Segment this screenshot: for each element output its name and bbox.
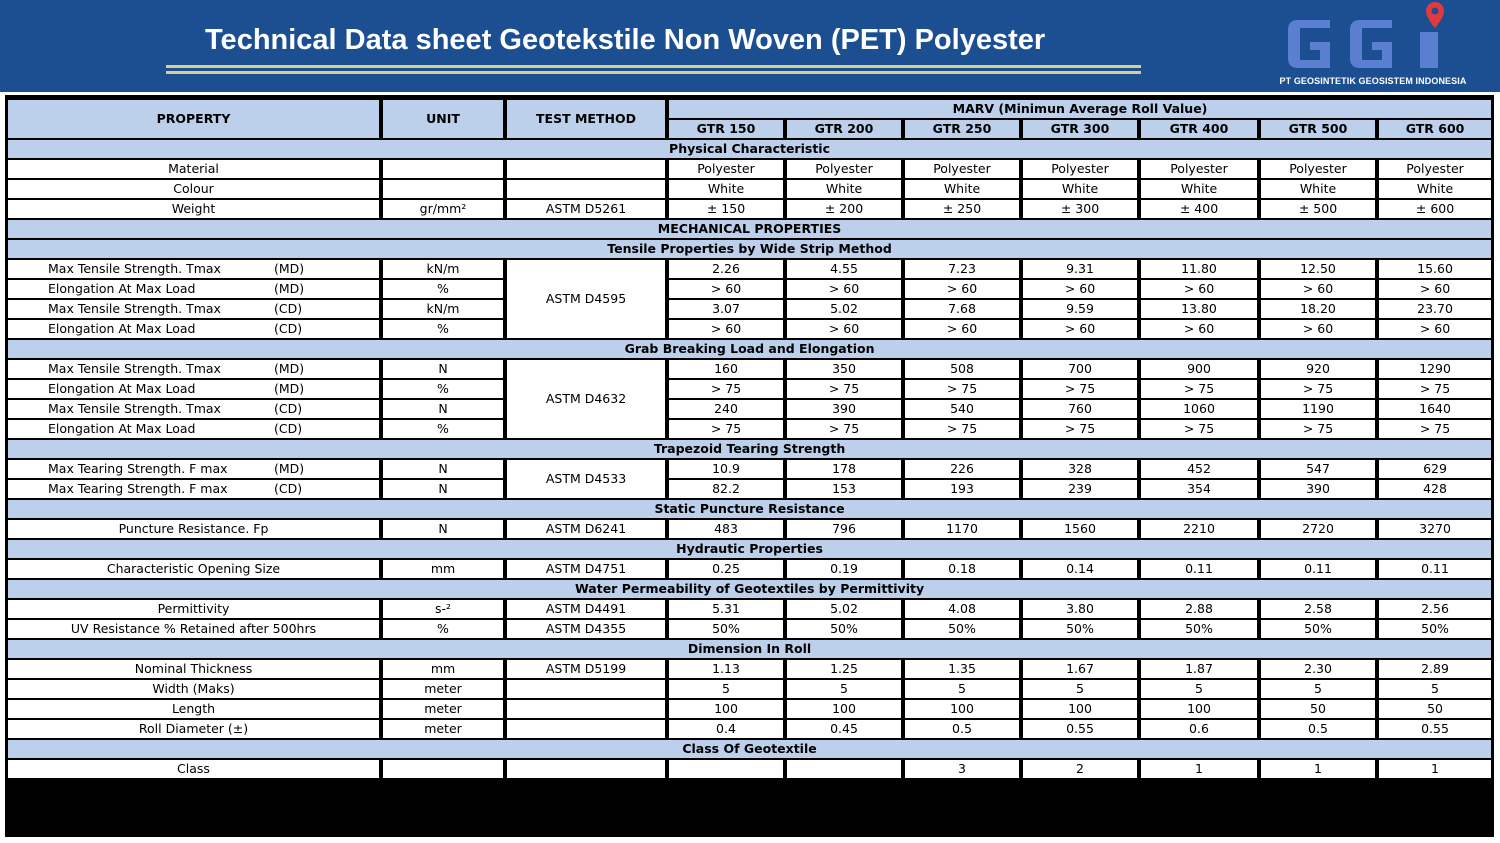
table-row [8,720,1491,738]
grade-header: GTR 400 [1141,120,1261,138]
method-cell: ASTM D4533 [507,460,669,498]
value-cell: 11.80 [1141,260,1261,278]
spec-table [8,98,1491,780]
property-cell: Material [8,160,383,178]
unit-cell: N [383,400,507,418]
property-cell: Max Tensile Strength. Tmax (CD) [8,400,383,418]
property-cell: Max Tensile Strength. Tmax (MD) [8,360,383,378]
unit-cell: N [383,360,507,378]
property-cell: Puncture Resistance. Fp [8,520,383,538]
value-cell: 0.14 [1023,560,1141,578]
property-cell: Elongation At Max Load (CD) [8,420,383,438]
value-cell: 193 [905,480,1023,498]
grade-header: GTR 300 [1023,120,1141,138]
title-underline [166,71,1141,74]
table-row [8,560,1491,578]
value-cell: 23.70 [1379,300,1491,318]
logo-letter-g [1288,20,1330,68]
value-cell: 15.60 [1379,260,1491,278]
property-cell: Max Tensile Strength. Tmax (CD) [8,300,383,318]
value-cell: 2.30 [1261,660,1379,678]
value-cell: 1190 [1261,400,1379,418]
unit-cell: mm [383,560,507,578]
property-cell: Colour [8,180,383,198]
value-cell: 82.2 [669,480,787,498]
grade-header: GTR 150 [669,120,787,138]
method-cell [507,680,669,698]
unit-cell: % [383,620,507,638]
unit-cell: kN/m [383,260,507,278]
grade-header: GTR 600 [1379,120,1491,138]
value-cell: 0.45 [787,720,905,738]
table-row [8,620,1491,638]
value-cell: 18.20 [1261,300,1379,318]
value-cell: 5 [1379,680,1491,698]
value-cell: 2.89 [1379,660,1491,678]
value-cell: > 75 [1141,380,1261,398]
value-cell: > 75 [787,380,905,398]
value-cell: > 60 [1379,320,1491,338]
grade-header: GTR 250 [905,120,1023,138]
table-row [8,700,1491,718]
value-cell: White [787,180,905,198]
value-cell: 5 [669,680,787,698]
value-cell: > 75 [669,420,787,438]
value-cell: > 60 [905,280,1023,298]
property-cell: Width (Maks) [8,680,383,698]
value-cell: 178 [787,460,905,478]
method-cell: ASTM D4751 [507,560,669,578]
table-row [8,320,1491,338]
table-row [8,260,1491,278]
method-cell: ASTM D4355 [507,620,669,638]
value-cell: 239 [1023,480,1141,498]
value-cell: 390 [1261,480,1379,498]
unit-cell: s-² [383,600,507,618]
value-cell: White [1141,180,1261,198]
table-row [8,300,1491,318]
page-title: Technical Data sheet Geotekstile Non Woven (PET) Polyester [205,24,1046,56]
method-cell [507,160,669,178]
method-cell: ASTM D5199 [507,660,669,678]
section-header: Grab Breaking Load and Elongation [8,340,1491,358]
table-header-row [8,100,1491,118]
value-cell: 160 [669,360,787,378]
value-cell: Polyester [1379,160,1491,178]
value-cell: White [1261,180,1379,198]
value-cell: 1.35 [905,660,1023,678]
unit-cell: kN/m [383,300,507,318]
value-cell: White [669,180,787,198]
value-cell: 5 [1023,680,1141,698]
value-cell: 10.9 [669,460,787,478]
value-cell: 3.80 [1023,600,1141,618]
value-cell: 2210 [1141,520,1261,538]
unit-cell: % [383,420,507,438]
value-cell: White [1023,180,1141,198]
value-cell: > 60 [1023,320,1141,338]
unit-cell: meter [383,680,507,698]
method-cell: ASTM D4595 [507,260,669,338]
property-cell: Permittivity [8,600,383,618]
value-cell: 1.67 [1023,660,1141,678]
value-cell: 50 [1379,700,1491,718]
value-cell: 2720 [1261,520,1379,538]
company-logo [1280,2,1475,74]
value-cell: 100 [1023,700,1141,718]
table-row [8,460,1491,478]
value-cell: 240 [669,400,787,418]
value-cell: 226 [905,460,1023,478]
value-cell: 5.02 [787,600,905,618]
value-cell: > 75 [905,380,1023,398]
method-cell: ASTM D5261 [507,200,669,218]
value-cell: 50% [1141,620,1261,638]
value-cell: 428 [1379,480,1491,498]
value-cell: 5.31 [669,600,787,618]
company-name: PT GEOSINTETIK GEOSISTEM INDONESIA [1279,76,1467,86]
value-cell: Polyester [1261,160,1379,178]
property-cell: Characteristic Opening Size [8,560,383,578]
value-cell: > 60 [1141,320,1261,338]
method-cell: ASTM D4491 [507,600,669,618]
value-cell: > 75 [1379,380,1491,398]
table-row [8,520,1491,538]
method-cell [507,180,669,198]
section-header: Water Permeability of Geotextiles by Permittivity [8,580,1491,598]
col-header-test-method: TEST METHOD [507,100,669,138]
value-cell: 0.55 [1379,720,1491,738]
section-header: Hydrautic Properties [8,540,1491,558]
value-cell [669,760,787,778]
value-cell: 7.23 [905,260,1023,278]
value-cell: 50% [1023,620,1141,638]
property-cell: Roll Diameter (±) [8,720,383,738]
value-cell: > 75 [1141,420,1261,438]
value-cell: 2.88 [1141,600,1261,618]
value-cell: > 60 [1261,280,1379,298]
value-cell: 0.6 [1141,720,1261,738]
table-row [8,180,1491,198]
property-cell: Class [8,760,383,778]
section-header: Dimension In Roll [8,640,1491,658]
value-cell: 354 [1141,480,1261,498]
table-row [8,200,1491,218]
value-cell: 0.5 [905,720,1023,738]
value-cell: 50% [669,620,787,638]
table-row [8,420,1491,438]
value-cell: 1060 [1141,400,1261,418]
value-cell: 2 [1023,760,1141,778]
value-cell: > 60 [905,320,1023,338]
section-header: Tensile Properties by Wide Strip Method [8,240,1491,258]
value-cell: > 75 [1023,380,1141,398]
value-cell: > 60 [1023,280,1141,298]
value-cell: 350 [787,360,905,378]
value-cell: 900 [1141,360,1261,378]
value-cell: 0.11 [1141,560,1261,578]
value-cell: > 60 [787,320,905,338]
title-underline [166,65,1141,68]
table-row [8,400,1491,418]
value-cell: 0.55 [1023,720,1141,738]
value-cell: Polyester [1023,160,1141,178]
value-cell: Polyester [787,160,905,178]
value-cell: 2.26 [669,260,787,278]
value-cell: 1170 [905,520,1023,538]
value-cell: 3 [905,760,1023,778]
value-cell: 0.25 [669,560,787,578]
value-cell: 1 [1141,760,1261,778]
value-cell: 1 [1379,760,1491,778]
value-cell: 3270 [1379,520,1491,538]
value-cell: 5 [1141,680,1261,698]
value-cell: 100 [787,700,905,718]
value-cell: Polyester [669,160,787,178]
value-cell: > 75 [787,420,905,438]
value-cell: 5.02 [787,300,905,318]
value-cell: 1560 [1023,520,1141,538]
section-header: Static Puncture Resistance [8,500,1491,518]
property-cell: Elongation At Max Load (CD) [8,320,383,338]
table-row [8,600,1491,618]
property-cell: Weight [8,200,383,218]
value-cell: ± 250 [905,200,1023,218]
property-cell: Elongation At Max Load (MD) [8,280,383,298]
value-cell: 2.58 [1261,600,1379,618]
value-cell: ± 400 [1141,200,1261,218]
value-cell: 540 [905,400,1023,418]
value-cell: 3.07 [669,300,787,318]
value-cell: 50% [1379,620,1491,638]
table-row [8,680,1491,698]
value-cell: 629 [1379,460,1491,478]
property-cell: Length [8,700,383,718]
grade-header: GTR 500 [1261,120,1379,138]
method-cell: ASTM D6241 [507,520,669,538]
value-cell: ± 500 [1261,200,1379,218]
value-cell: 760 [1023,400,1141,418]
value-cell: 328 [1023,460,1141,478]
method-cell [507,760,669,778]
section-header: Trapezoid Tearing Strength [8,440,1491,458]
value-cell: 0.4 [669,720,787,738]
property-cell: Max Tearing Strength. F max (MD) [8,460,383,478]
unit-cell: % [383,280,507,298]
value-cell: 9.59 [1023,300,1141,318]
unit-cell: meter [383,700,507,718]
method-cell [507,700,669,718]
unit-cell [383,160,507,178]
section-header: Physical Characteristic [8,140,1491,158]
col-header-unit: UNIT [383,100,507,138]
value-cell: 0.5 [1261,720,1379,738]
value-cell: 5 [787,680,905,698]
value-cell: 1.87 [1141,660,1261,678]
logo-pin-icon [1426,2,1444,28]
value-cell: 100 [1141,700,1261,718]
value-cell: Polyester [905,160,1023,178]
value-cell: 100 [905,700,1023,718]
value-cell: > 60 [1261,320,1379,338]
marv-header: MARV (Minimun Average Roll Value) [669,100,1491,118]
value-cell: > 60 [1379,280,1491,298]
value-cell: 390 [787,400,905,418]
value-cell: 452 [1141,460,1261,478]
value-cell: 5 [905,680,1023,698]
value-cell: 4.55 [787,260,905,278]
table-row [8,360,1491,378]
value-cell: 0.11 [1261,560,1379,578]
value-cell: ± 200 [787,200,905,218]
value-cell: 483 [669,520,787,538]
value-cell: 700 [1023,360,1141,378]
value-cell: > 75 [669,380,787,398]
table-row [8,660,1491,678]
value-cell: White [905,180,1023,198]
method-cell [507,720,669,738]
unit-cell: % [383,320,507,338]
value-cell: > 75 [1261,380,1379,398]
value-cell: ± 600 [1379,200,1491,218]
value-cell: 2.56 [1379,600,1491,618]
unit-cell: N [383,520,507,538]
value-cell: 5 [1261,680,1379,698]
table-row [8,380,1491,398]
unit-cell: gr/mm² [383,200,507,218]
section-header: MECHANICAL PROPERTIES [8,220,1491,238]
table-row [8,160,1491,178]
value-cell: 0.19 [787,560,905,578]
unit-cell: % [383,380,507,398]
unit-cell: N [383,460,507,478]
table-row [8,480,1491,498]
logo-letter-i [1420,32,1438,68]
property-cell: Elongation At Max Load (MD) [8,380,383,398]
value-cell: 1640 [1379,400,1491,418]
value-cell: ± 150 [669,200,787,218]
value-cell: 0.11 [1379,560,1491,578]
value-cell: > 60 [669,280,787,298]
value-cell: > 60 [669,320,787,338]
value-cell: 12.50 [1261,260,1379,278]
grade-header: GTR 200 [787,120,905,138]
property-cell: Max Tearing Strength. F max (CD) [8,480,383,498]
value-cell: > 60 [787,280,905,298]
logo-letter-g [1350,20,1392,68]
value-cell: 50% [1261,620,1379,638]
value-cell: 796 [787,520,905,538]
unit-cell [383,180,507,198]
section-header: Class Of Geotextile [8,740,1491,758]
unit-cell: meter [383,720,507,738]
value-cell: 1.25 [787,660,905,678]
table-row [8,280,1491,298]
data-sheet [5,95,1494,837]
value-cell: 7.68 [905,300,1023,318]
table-row [8,760,1491,778]
value-cell: > 75 [905,420,1023,438]
value-cell: 1290 [1379,360,1491,378]
value-cell: > 75 [1379,420,1491,438]
value-cell: 920 [1261,360,1379,378]
value-cell: 4.08 [905,600,1023,618]
property-cell: UV Resistance % Retained after 500hrs [8,620,383,638]
unit-cell: mm [383,660,507,678]
value-cell: White [1379,180,1491,198]
value-cell: 100 [669,700,787,718]
property-cell: Nominal Thickness [8,660,383,678]
value-cell: 0.18 [905,560,1023,578]
col-header-property: PROPERTY [8,100,383,138]
value-cell: 50 [1261,700,1379,718]
header-banner [0,0,1500,92]
unit-cell [383,760,507,778]
property-cell: Max Tensile Strength. Tmax (MD) [8,260,383,278]
value-cell: 547 [1261,460,1379,478]
value-cell: 1 [1261,760,1379,778]
value-cell: > 75 [1023,420,1141,438]
value-cell: ± 300 [1023,200,1141,218]
value-cell: 50% [787,620,905,638]
value-cell: > 75 [1261,420,1379,438]
unit-cell: N [383,480,507,498]
method-cell: ASTM D4632 [507,360,669,438]
value-cell: Polyester [1141,160,1261,178]
value-cell: 50% [905,620,1023,638]
value-cell [787,760,905,778]
value-cell: 13.80 [1141,300,1261,318]
value-cell: 1.13 [669,660,787,678]
value-cell: 508 [905,360,1023,378]
value-cell: 9.31 [1023,260,1141,278]
value-cell: > 60 [1141,280,1261,298]
value-cell: 153 [787,480,905,498]
